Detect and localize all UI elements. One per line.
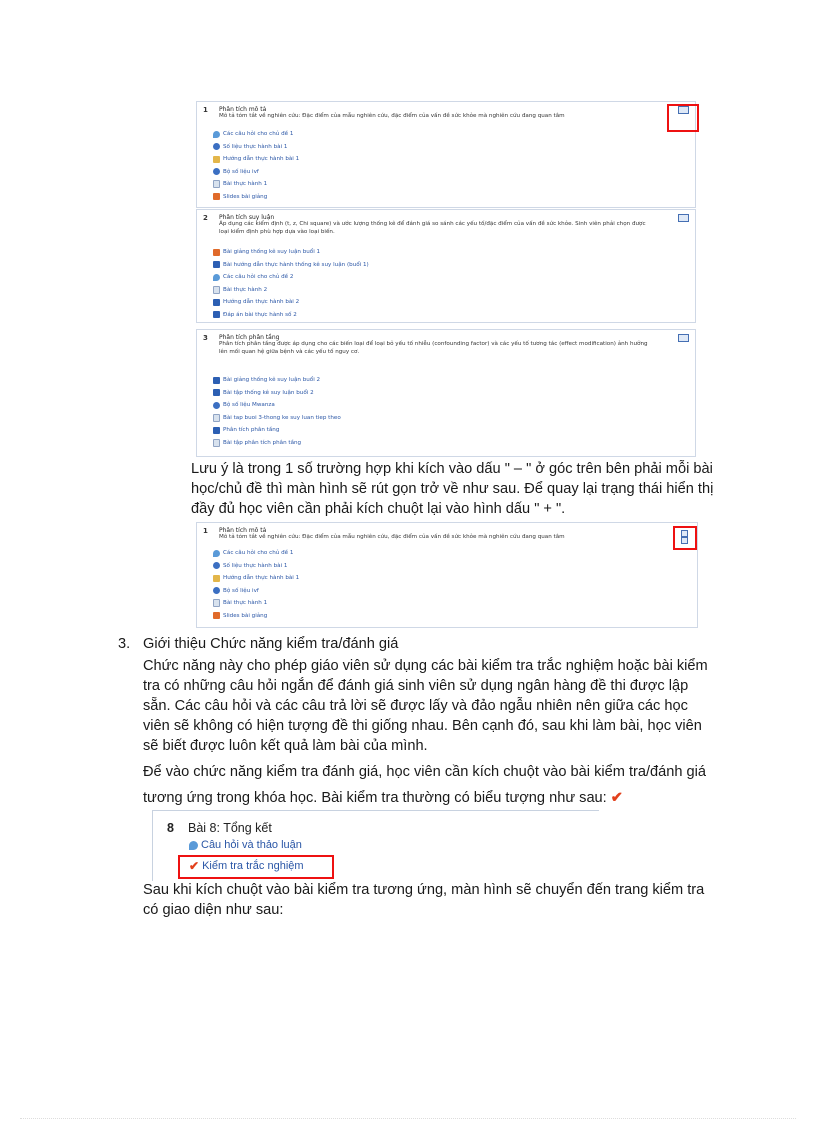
resource-link[interactable]: Phân tích phân tầng — [213, 424, 341, 437]
word-doc-icon — [213, 377, 220, 384]
collapsed-topic-screenshot — [196, 522, 698, 630]
resource-link[interactable]: Hướng dẫn thực hành bài 2 — [213, 296, 369, 309]
resource-link[interactable]: Bài tap buoi 3-thong ke suy luan tiep theo — [213, 412, 341, 425]
word-doc-icon — [213, 389, 220, 396]
word-doc-icon — [213, 299, 220, 306]
quiz-checkmark-icon: ✔ — [189, 859, 200, 873]
topic-3 — [196, 329, 696, 457]
expand-highlight — [673, 526, 697, 550]
resource-link[interactable]: Số liệu thực hành bài 1 — [213, 141, 299, 154]
forum-icon — [213, 550, 220, 557]
word-doc-icon — [213, 427, 220, 434]
lesson-8-screenshot — [152, 810, 599, 881]
topic-description: Áp dụng các kiểm định (t, z, Chi square) và ước lượng thống kê để đánh giá so sánh các yếu tố/đặc điểm của vấn đề sức khỏe. Sinh viên phải chọn được loại kiểm định phù hợp dựa vào loại biến. — [219, 221, 646, 235]
resource-link[interactable]: Bộ số liệu Mwanza — [213, 399, 341, 412]
section-paragraph-1: Chức năng này cho phép giáo viên sử dụng các bài kiểm tra trắc nghiệm hoặc bài kiểm tra có những câu hỏi ngắn để đánh giá sinh viên sử dụng ngân hàng đề thi được lập sẵn. Các câu hỏi và các câu trả lời sẽ được lấy và đảo ngẫu nhiên nên giữa các học viên sẽ không có hiện tượng đề thi giống nhau. Bên cạnh đó, sau khi làm bài, học viên sẽ biết được luôn kết quả làm bài của mình. — [143, 658, 708, 754]
quiz-highlight — [178, 855, 334, 879]
forum-icon — [213, 131, 220, 138]
collapse-topic-icon[interactable] — [678, 334, 689, 342]
resource-link[interactable]: Bài thực hành 1 — [213, 178, 299, 191]
course-topics-screenshot — [196, 101, 696, 455]
topic-1-collapsed — [196, 522, 698, 628]
lesson-quiz-link[interactable]: ✔ Kiểm tra trắc nghiệm — [189, 859, 304, 873]
collapse-highlight — [667, 104, 699, 132]
dataset-icon — [213, 402, 220, 409]
section-heading: Giới thiệu Chức năng kiểm tra/đánh giá — [143, 636, 399, 652]
resource-link[interactable]: Bài thực hành 1 — [213, 597, 299, 610]
resource-link[interactable]: Bộ số liệu ivf — [213, 585, 299, 598]
topic-resource-list — [213, 374, 341, 449]
page-icon — [213, 414, 220, 422]
topic-description: Mô tả tóm tắt về nghiên cứu: Đặc điểm của mẫu nghiên cứu, đặc điểm của vấn đề sức khỏe mà nghiên cứu đang quan tâm — [219, 534, 565, 540]
resource-link[interactable]: Bài hướng dẫn thực hành thống kê suy luận (buổi 1) — [213, 259, 369, 272]
section-paragraph-2-line-2: tương ứng trong khóa học. Bài kiểm tra thường có biểu tượng như sau: ✔ — [143, 790, 624, 806]
topic-number: 2 — [203, 214, 208, 222]
topic-description: Phân tích phân tầng được áp dụng cho các biến loại để loại bỏ yếu tố nhiễu (confounding factor) và các yếu tố tương tác (effect modification) ảnh hưởng lên mối quan hệ giữa bệnh và các yếu tố nguy cơ. — [219, 341, 648, 355]
topic-resource-list — [213, 128, 299, 203]
resource-link[interactable]: Đáp án bài thực hành số 2 — [213, 309, 369, 322]
page-icon — [213, 286, 220, 294]
word-doc-icon — [213, 261, 220, 268]
dataset-icon — [213, 168, 220, 175]
guide-icon — [213, 156, 220, 163]
slides-icon — [213, 193, 220, 200]
topic-2 — [196, 209, 696, 323]
topic-title: Phân tích mô tả — [219, 527, 267, 534]
resource-link[interactable]: Slides bài giảng — [213, 191, 299, 204]
resource-link[interactable]: Bài tập thống kê suy luận buổi 2 — [213, 387, 341, 400]
page-icon — [213, 599, 220, 607]
resource-link[interactable]: Bài thực hành 2 — [213, 284, 369, 297]
resource-link[interactable]: Các câu hỏi cho chủ đề 1 — [213, 128, 299, 141]
resource-link[interactable]: Hướng dẫn thực hành bài 1 — [213, 153, 299, 166]
resource-link[interactable]: Bài giảng thống kê suy luận buổi 1 — [213, 246, 369, 259]
lesson-title: Bài 8: Tổng kết — [188, 821, 272, 835]
topic-description: Mô tả tóm tắt về nghiên cứu: Đặc điểm của mẫu nghiên cứu, đặc điểm của vấn đề sức khỏe mà nghiên cứu đang quan tâm — [219, 113, 565, 119]
section-number: 3. — [118, 636, 131, 652]
topic-number: 3 — [203, 334, 208, 342]
lesson-number: 8 — [167, 821, 174, 835]
dataset-icon — [213, 562, 220, 569]
topic-number: 1 — [203, 106, 208, 114]
quiz-checkmark-icon: ✔ — [610, 790, 624, 806]
resource-link[interactable]: Các câu hỏi cho chủ đề 1 — [213, 547, 299, 560]
resource-link[interactable]: Bài giảng thống kê suy luận buổi 2 — [213, 374, 341, 387]
topic-title: Phân tích phân tầng — [219, 334, 280, 341]
note-paragraph: Lưu ý là trong 1 số trường hợp khi kích vào dấu " – " ở góc trên bên phải mỗi bài học/chủ đề thì màn hình sẽ rút gọn trở về như sau. Để quay lại trạng thái hiển thị đầy đủ học viên cần phải kích chuột lại vào hình dấu " + ". — [191, 461, 714, 517]
collapse-topic-icon[interactable] — [678, 214, 689, 222]
topic-title: Phân tích mô tả — [219, 106, 267, 113]
resource-link[interactable]: Các câu hỏi cho chủ đề 2 — [213, 271, 369, 284]
resource-link[interactable]: Slides bài giảng — [213, 610, 299, 623]
resource-link[interactable]: Số liệu thực hành bài 1 — [213, 560, 299, 573]
dataset-icon — [213, 587, 220, 594]
forum-icon — [189, 841, 198, 850]
topic-1 — [196, 101, 696, 208]
forum-icon — [213, 274, 220, 281]
section-paragraph-2-line-1: Để vào chức năng kiểm tra đánh giá, học viên cần kích chuột vào bài kiểm tra/đánh giá — [143, 764, 707, 780]
slides-icon — [213, 612, 220, 619]
topic-title: Phân tích suy luận — [219, 214, 275, 221]
page-footer-rule — [20, 1118, 796, 1119]
page-icon — [213, 439, 220, 447]
dataset-icon — [213, 143, 220, 150]
topic-resource-list — [213, 246, 369, 321]
section-paragraph-3: Sau khi kích chuột vào bài kiểm tra tương ứng, màn hình sẽ chuyển đến trang kiểm tra có giao diện như sau: — [143, 882, 705, 918]
word-doc-icon — [213, 311, 220, 318]
guide-icon — [213, 575, 220, 582]
slides-icon — [213, 249, 220, 256]
page-icon — [213, 180, 220, 188]
topic-resource-list — [213, 547, 299, 622]
topic-number: 1 — [203, 527, 208, 535]
resource-link[interactable]: Hướng dẫn thực hành bài 1 — [213, 572, 299, 585]
resource-link[interactable]: Bộ số liệu ivf — [213, 166, 299, 179]
lesson-forum-link[interactable]: Câu hỏi và thảo luận — [189, 839, 302, 851]
resource-link[interactable]: Bài tập phân tích phân tầng — [213, 437, 341, 450]
